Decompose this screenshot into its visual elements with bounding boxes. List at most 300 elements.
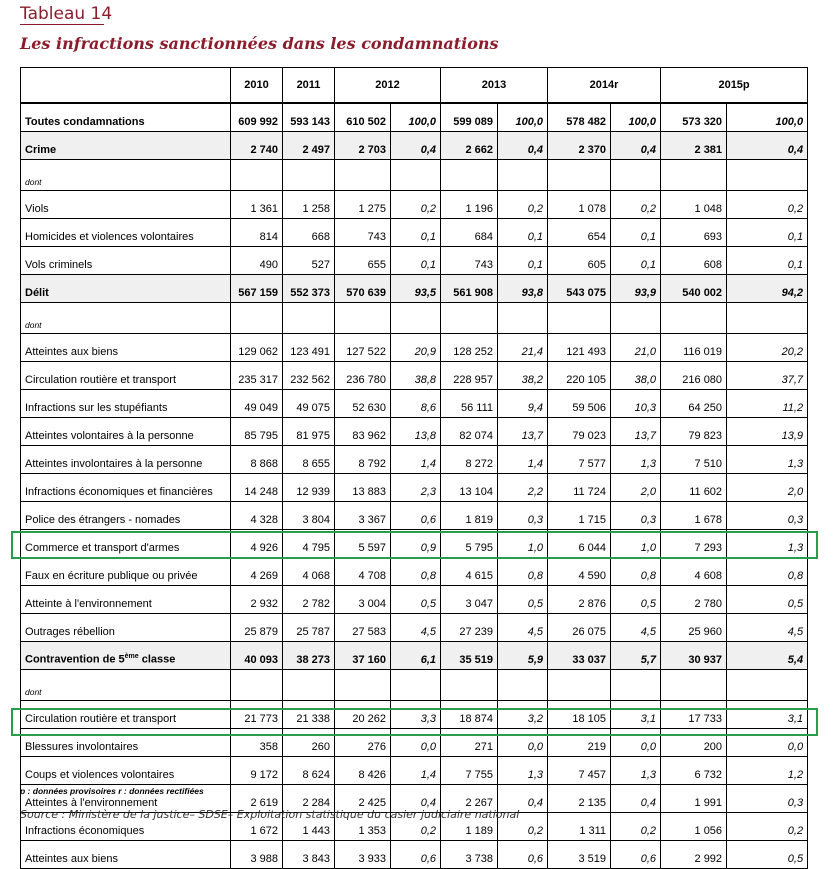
percent-cell: 3,3: [391, 701, 441, 729]
value-cell: 3 843: [283, 841, 335, 869]
percent-cell: 21,0: [611, 334, 661, 362]
value-cell: 3 519: [548, 841, 611, 869]
percent-cell: 38,0: [611, 362, 661, 390]
percent-cell: [611, 160, 661, 191]
value-cell: 116 019: [661, 334, 727, 362]
percent-cell: 93,5: [391, 275, 441, 303]
value-cell: 4 615: [441, 558, 498, 586]
value-cell: 25 787: [283, 614, 335, 642]
row-label: Infractions économiques et financières: [21, 474, 231, 502]
value-cell: 219: [548, 729, 611, 757]
percent-cell: 0,2: [727, 191, 808, 219]
row-label: Atteintes aux biens: [21, 841, 231, 869]
percent-cell: 0,5: [727, 586, 808, 614]
value-cell: 17 733: [661, 701, 727, 729]
percent-cell: 0,2: [391, 191, 441, 219]
percent-cell: 3,1: [727, 701, 808, 729]
row-label: Viols: [21, 191, 231, 219]
percent-cell: 93,8: [498, 275, 548, 303]
table-row: [21, 362, 808, 390]
percent-cell: 4,5: [727, 614, 808, 642]
value-cell: 121 493: [548, 334, 611, 362]
table-row: [21, 757, 808, 785]
percent-cell: [391, 160, 441, 191]
value-cell: [548, 160, 611, 191]
percent-cell: 0,8: [611, 558, 661, 586]
percent-cell: 2,3: [391, 474, 441, 502]
table-row: [21, 642, 808, 670]
percent-cell: 0,6: [611, 841, 661, 869]
percent-cell: 21,4: [498, 334, 548, 362]
percent-cell: 1,4: [498, 446, 548, 474]
value-cell: 1 678: [661, 502, 727, 530]
value-cell: 8 426: [335, 757, 391, 785]
year-header: 2012: [335, 68, 441, 104]
row-label: Atteintes à l'environnement: [21, 785, 231, 813]
value-cell: 79 823: [661, 418, 727, 446]
percent-cell: 1,0: [498, 530, 548, 558]
percent-cell: [727, 303, 808, 334]
value-cell: 561 908: [441, 275, 498, 303]
value-cell: 235 317: [231, 362, 283, 390]
percent-cell: [611, 303, 661, 334]
value-cell: 1 353: [335, 813, 391, 841]
value-cell: 2 782: [283, 586, 335, 614]
value-cell: 128 252: [441, 334, 498, 362]
value-cell: 27 239: [441, 614, 498, 642]
table-body: [21, 103, 808, 869]
percent-cell: 2,2: [498, 474, 548, 502]
value-cell: [441, 160, 498, 191]
percent-cell: 94,2: [727, 275, 808, 303]
table-notes: p : données provisoires r : données rectifiées: [20, 786, 204, 796]
row-label: Homicides et violences volontaires: [21, 219, 231, 247]
value-cell: 200: [661, 729, 727, 757]
value-cell: 276: [335, 729, 391, 757]
percent-cell: 0,3: [611, 502, 661, 530]
value-cell: 570 639: [335, 275, 391, 303]
value-cell: 40 093: [231, 642, 283, 670]
percent-cell: 13,7: [611, 418, 661, 446]
value-cell: 605: [548, 247, 611, 275]
value-cell: 7 577: [548, 446, 611, 474]
tag-underline: [20, 24, 104, 25]
value-cell: 654: [548, 219, 611, 247]
percent-cell: 0,5: [727, 841, 808, 869]
value-cell: 64 250: [661, 390, 727, 418]
value-cell: 4 795: [283, 530, 335, 558]
row-label: Outrages rébellion: [21, 614, 231, 642]
year-header: 2014r: [548, 68, 661, 104]
value-cell: 20 262: [335, 701, 391, 729]
value-cell: 8 272: [441, 446, 498, 474]
row-label: Commerce et transport d'armes: [21, 530, 231, 558]
value-cell: 4 269: [231, 558, 283, 586]
percent-cell: 0,4: [498, 132, 548, 160]
value-cell: 1 275: [335, 191, 391, 219]
percent-cell: 38,2: [498, 362, 548, 390]
value-cell: 609 992: [231, 103, 283, 132]
value-cell: 127 522: [335, 334, 391, 362]
value-cell: 1 819: [441, 502, 498, 530]
value-cell: 4 590: [548, 558, 611, 586]
value-cell: 18 105: [548, 701, 611, 729]
value-cell: 3 047: [441, 586, 498, 614]
percent-cell: 0,0: [727, 729, 808, 757]
value-cell: 552 373: [283, 275, 335, 303]
value-cell: 1 189: [441, 813, 498, 841]
value-cell: 52 630: [335, 390, 391, 418]
value-cell: 4 926: [231, 530, 283, 558]
row-label: Atteintes volontaires à la personne: [21, 418, 231, 446]
value-cell: 814: [231, 219, 283, 247]
percent-cell: 4,5: [611, 614, 661, 642]
value-cell: 2 703: [335, 132, 391, 160]
value-cell: 2 497: [283, 132, 335, 160]
value-cell: 3 988: [231, 841, 283, 869]
row-label: Police des étrangers - nomades: [21, 502, 231, 530]
value-cell: 2 780: [661, 586, 727, 614]
row-label: Crime: [21, 132, 231, 160]
value-cell: 743: [335, 219, 391, 247]
row-label: Infractions économiques: [21, 813, 231, 841]
value-cell: [231, 303, 283, 334]
value-cell: 56 111: [441, 390, 498, 418]
percent-cell: [498, 670, 548, 701]
value-cell: 9 172: [231, 757, 283, 785]
table-row: [21, 160, 808, 191]
percent-cell: [391, 670, 441, 701]
percent-cell: 9,4: [498, 390, 548, 418]
percent-cell: 0,4: [498, 785, 548, 813]
value-cell: 2 662: [441, 132, 498, 160]
value-cell: 220 105: [548, 362, 611, 390]
percent-cell: 4,5: [498, 614, 548, 642]
table-row: [21, 191, 808, 219]
percent-cell: [727, 160, 808, 191]
percent-cell: 100,0: [498, 103, 548, 132]
row-label: Blessures involontaires: [21, 729, 231, 757]
highlight-box-environnement-delit: [11, 531, 818, 559]
row-label: dont: [21, 670, 231, 701]
value-cell: 35 519: [441, 642, 498, 670]
percent-cell: 13,9: [727, 418, 808, 446]
value-cell: 4 328: [231, 502, 283, 530]
percent-cell: 0,8: [727, 558, 808, 586]
percent-cell: 0,6: [498, 841, 548, 869]
value-cell: 8 655: [283, 446, 335, 474]
table-row: [21, 670, 808, 701]
percent-cell: 0,0: [391, 729, 441, 757]
percent-cell: 20,2: [727, 334, 808, 362]
value-cell: 59 506: [548, 390, 611, 418]
percent-cell: 0,2: [391, 813, 441, 841]
row-label: Délit: [21, 275, 231, 303]
percent-cell: 0,6: [391, 502, 441, 530]
percent-cell: 13,7: [498, 418, 548, 446]
table-row: [21, 446, 808, 474]
value-cell: 21 338: [283, 701, 335, 729]
value-cell: 655: [335, 247, 391, 275]
value-cell: 4 068: [283, 558, 335, 586]
value-cell: 14 248: [231, 474, 283, 502]
value-cell: 1 078: [548, 191, 611, 219]
value-cell: 5 597: [335, 530, 391, 558]
value-cell: 7 755: [441, 757, 498, 785]
row-label: Atteintes involontaires à la personne: [21, 446, 231, 474]
row-label: Circulation routière et transport: [21, 701, 231, 729]
value-cell: 8 792: [335, 446, 391, 474]
percent-cell: 5,7: [611, 642, 661, 670]
percent-cell: 3,2: [498, 701, 548, 729]
percent-cell: [611, 670, 661, 701]
percent-cell: 0,3: [498, 502, 548, 530]
percent-cell: 0,5: [611, 586, 661, 614]
value-cell: 83 962: [335, 418, 391, 446]
value-cell: 1 991: [661, 785, 727, 813]
value-cell: 2 370: [548, 132, 611, 160]
value-cell: 7 457: [548, 757, 611, 785]
value-cell: 81 975: [283, 418, 335, 446]
table-row: [21, 841, 808, 869]
percent-cell: 0,2: [611, 191, 661, 219]
value-cell: [231, 670, 283, 701]
row-label: Infractions sur les stupéfiants: [21, 390, 231, 418]
table-row: [21, 132, 808, 160]
value-cell: 79 023: [548, 418, 611, 446]
value-cell: 3 004: [335, 586, 391, 614]
value-cell: 743: [441, 247, 498, 275]
value-cell: 1 715: [548, 502, 611, 530]
value-cell: 236 780: [335, 362, 391, 390]
value-cell: 7 293: [661, 530, 727, 558]
value-cell: 599 089: [441, 103, 498, 132]
value-cell: 2 284: [283, 785, 335, 813]
value-cell: 1 196: [441, 191, 498, 219]
table-row: [21, 247, 808, 275]
value-cell: 2 932: [231, 586, 283, 614]
row-label: dont: [21, 160, 231, 191]
row-label: Coups et violences volontaires: [21, 757, 231, 785]
percent-cell: 38,8: [391, 362, 441, 390]
percent-cell: 1,4: [391, 446, 441, 474]
row-label: Faux en écriture publique ou privée: [21, 558, 231, 586]
value-cell: [661, 670, 727, 701]
percent-cell: 4,5: [391, 614, 441, 642]
percent-cell: 1,2: [727, 757, 808, 785]
percent-cell: 0,1: [611, 219, 661, 247]
table-row: [21, 586, 808, 614]
percent-cell: 1,4: [391, 757, 441, 785]
row-label: Circulation routière et transport: [21, 362, 231, 390]
value-cell: 33 037: [548, 642, 611, 670]
value-cell: 543 075: [548, 275, 611, 303]
value-cell: [441, 670, 498, 701]
value-cell: 216 080: [661, 362, 727, 390]
value-cell: 21 773: [231, 701, 283, 729]
row-label: Vols criminels: [21, 247, 231, 275]
percent-cell: 0,6: [391, 841, 441, 869]
value-cell: 7 510: [661, 446, 727, 474]
value-cell: 573 320: [661, 103, 727, 132]
value-cell: 228 957: [441, 362, 498, 390]
value-cell: [335, 670, 391, 701]
value-cell: 608: [661, 247, 727, 275]
percent-cell: 1,0: [611, 530, 661, 558]
percent-cell: 0,3: [727, 785, 808, 813]
value-cell: 2 135: [548, 785, 611, 813]
value-cell: [335, 160, 391, 191]
value-cell: 11 724: [548, 474, 611, 502]
percent-cell: 0,4: [727, 132, 808, 160]
value-cell: 8 868: [231, 446, 283, 474]
percent-cell: 0,2: [611, 813, 661, 841]
year-header: 2015p: [661, 68, 808, 104]
percent-cell: [727, 670, 808, 701]
value-cell: 82 074: [441, 418, 498, 446]
percent-cell: 20,9: [391, 334, 441, 362]
percent-cell: 100,0: [391, 103, 441, 132]
percent-cell: 100,0: [611, 103, 661, 132]
value-cell: 3 738: [441, 841, 498, 869]
table-row: [21, 502, 808, 530]
percent-cell: 0,8: [498, 558, 548, 586]
percent-cell: 5,4: [727, 642, 808, 670]
table-row: [21, 418, 808, 446]
value-cell: 6 732: [661, 757, 727, 785]
percent-cell: 6,1: [391, 642, 441, 670]
value-cell: 49 075: [283, 390, 335, 418]
value-cell: 684: [441, 219, 498, 247]
value-cell: 1 672: [231, 813, 283, 841]
percent-cell: 93,9: [611, 275, 661, 303]
value-cell: 13 883: [335, 474, 391, 502]
percent-cell: 2,0: [611, 474, 661, 502]
value-cell: 610 502: [335, 103, 391, 132]
percent-cell: [391, 303, 441, 334]
percent-cell: [498, 303, 548, 334]
percent-cell: 1,3: [727, 530, 808, 558]
percent-cell: 37,7: [727, 362, 808, 390]
value-cell: 27 583: [335, 614, 391, 642]
value-cell: 1 258: [283, 191, 335, 219]
percent-cell: 1,3: [498, 757, 548, 785]
row-label: Atteinte à l'environnement: [21, 586, 231, 614]
percent-cell: 3,1: [611, 701, 661, 729]
percent-cell: 0,4: [611, 132, 661, 160]
value-cell: [661, 303, 727, 334]
source-note: Source : Ministère de la justice– SDSE– Exploitation statistique du casier judiciaire national: [20, 808, 520, 821]
percent-cell: 0,1: [391, 219, 441, 247]
value-cell: 358: [231, 729, 283, 757]
value-cell: 8 624: [283, 757, 335, 785]
value-cell: 18 874: [441, 701, 498, 729]
value-cell: 232 562: [283, 362, 335, 390]
percent-cell: 0,4: [391, 785, 441, 813]
percent-cell: 0,4: [611, 785, 661, 813]
value-cell: 2 425: [335, 785, 391, 813]
value-cell: 30 937: [661, 642, 727, 670]
table-row: [21, 219, 808, 247]
table-row: [21, 558, 808, 586]
row-label: Contravention de 5ème classe: [21, 642, 231, 670]
table-row: [21, 390, 808, 418]
value-cell: 668: [283, 219, 335, 247]
value-cell: 540 002: [661, 275, 727, 303]
percent-cell: 1,3: [611, 757, 661, 785]
header-label-cell: [21, 68, 231, 104]
value-cell: 25 879: [231, 614, 283, 642]
value-cell: 37 160: [335, 642, 391, 670]
percent-cell: 0,2: [498, 191, 548, 219]
row-label: Toutes condamnations: [21, 103, 231, 132]
percent-cell: 100,0: [727, 103, 808, 132]
value-cell: [548, 303, 611, 334]
value-cell: [548, 670, 611, 701]
table-row: [21, 303, 808, 334]
value-cell: 4 608: [661, 558, 727, 586]
value-cell: [335, 303, 391, 334]
value-cell: 2 876: [548, 586, 611, 614]
value-cell: 11 602: [661, 474, 727, 502]
percent-cell: [498, 160, 548, 191]
percent-cell: 0,1: [611, 247, 661, 275]
value-cell: [231, 160, 283, 191]
percent-cell: 0,8: [391, 558, 441, 586]
year-header: 2011: [283, 68, 335, 104]
percent-cell: 11,2: [727, 390, 808, 418]
percent-cell: 0,2: [498, 813, 548, 841]
value-cell: 25 960: [661, 614, 727, 642]
percent-cell: 0,1: [727, 247, 808, 275]
table-row: [21, 474, 808, 502]
value-cell: 2 740: [231, 132, 283, 160]
percent-cell: 13,8: [391, 418, 441, 446]
value-cell: 3 804: [283, 502, 335, 530]
value-cell: 490: [231, 247, 283, 275]
value-cell: 567 159: [231, 275, 283, 303]
percent-cell: 0,1: [391, 247, 441, 275]
value-cell: 4 708: [335, 558, 391, 586]
percent-cell: 1,3: [611, 446, 661, 474]
percent-cell: 5,9: [498, 642, 548, 670]
value-cell: 129 062: [231, 334, 283, 362]
row-label: Atteintes aux biens: [21, 334, 231, 362]
percent-cell: 2,0: [727, 474, 808, 502]
value-cell: [661, 160, 727, 191]
value-cell: 527: [283, 247, 335, 275]
value-cell: [441, 303, 498, 334]
table-row: [21, 275, 808, 303]
row-label: dont: [21, 303, 231, 334]
value-cell: 2 619: [231, 785, 283, 813]
value-cell: 1 361: [231, 191, 283, 219]
value-cell: 1 056: [661, 813, 727, 841]
table-tag: Tableau 14: [20, 4, 113, 24]
value-cell: 13 104: [441, 474, 498, 502]
year-header: 2010: [231, 68, 283, 104]
header-row: [21, 68, 808, 104]
table-row: [21, 103, 808, 132]
value-cell: 38 273: [283, 642, 335, 670]
value-cell: 593 143: [283, 103, 335, 132]
percent-cell: 0,5: [498, 586, 548, 614]
percent-cell: 0,1: [727, 219, 808, 247]
value-cell: 1 443: [283, 813, 335, 841]
percent-cell: 0,4: [391, 132, 441, 160]
value-cell: 1 311: [548, 813, 611, 841]
percent-cell: 0,1: [498, 219, 548, 247]
